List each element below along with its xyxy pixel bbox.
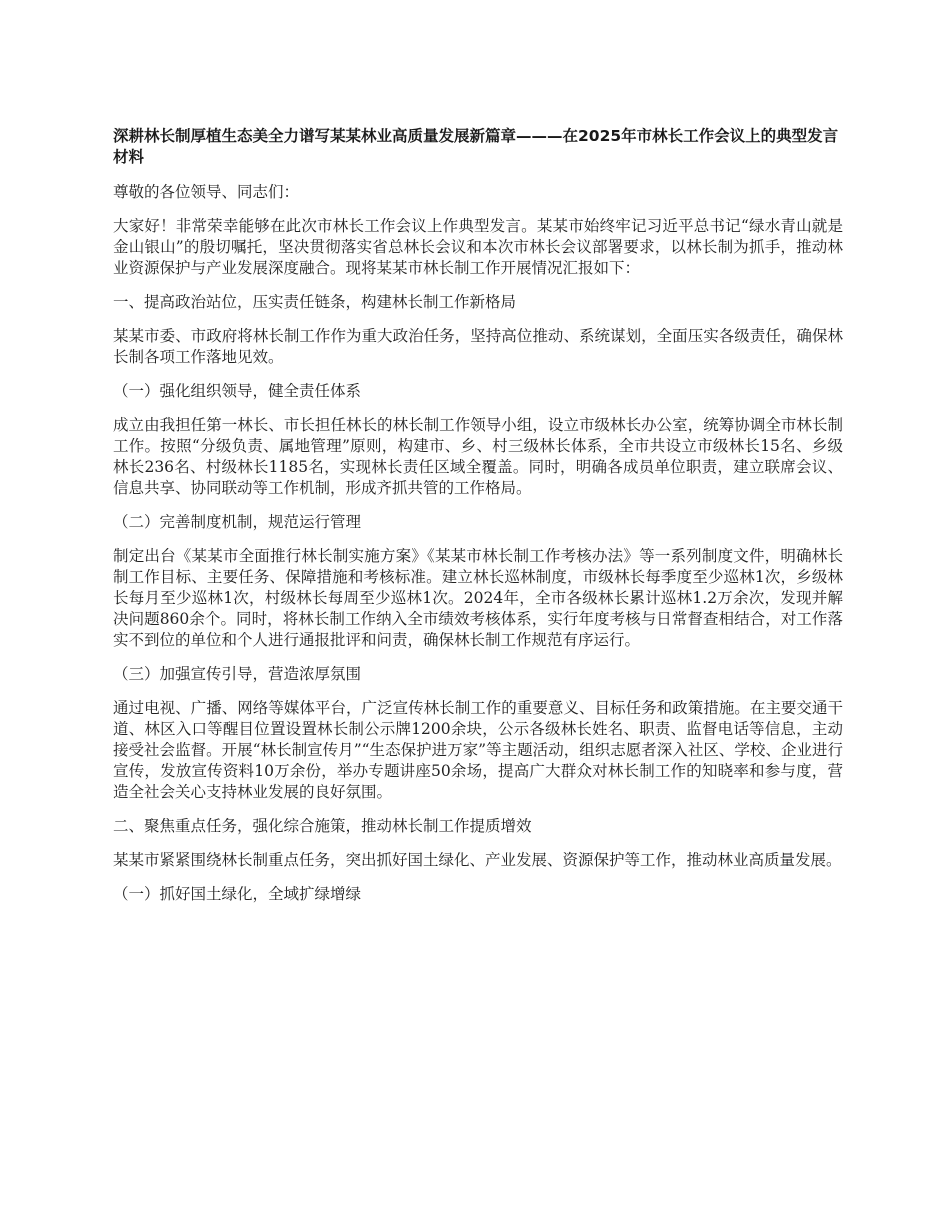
subsection-heading-2-1: （一）抓好国土绿化，全域扩绿增绿	[113, 885, 362, 903]
document-title: 深耕林长制厚植生态美全力谱写某某林业高质量发展新篇章———在2025年市林长工作会议上的典型发言材料	[113, 127, 839, 166]
subsection-1-1-paragraph: 成立由我担任第一林长、市长担任林长的林长制工作领导小组，设立市级林长办公室，统筹协调全市林长制工作。按照“分级负责、属地管理”原则，构建市、乡、村三级林长体系，全市共设立市级林长15名、乡级林长236名、村级林长1185名，实现林长责任区域全覆盖。同时，明确各成员单位职责，建立联席会议、信息共享、协同联动等工作机制，形成齐抓共管的工作格局。	[113, 416, 843, 497]
section-1-paragraph: 某某市委、市政府将林长制工作作为重大政治任务，坚持高位推动、系统谋划，全面压实各级责任，确保林长制各项工作落地见效。	[113, 327, 843, 366]
section-2-paragraph: 某某市紧紧围绕林长制重点任务，突出抓好国土绿化、产业发展、资源保护等工作，推动林业高质量发展。	[113, 851, 842, 869]
intro-paragraph: 大家好！非常荣幸能够在此次市林长工作会议上作典型发言。某某市始终牢记习近平总书记“绿水青山就是金山银山”的殷切嘱托，坚决贯彻落实省总林长会议和本次市林长会议部署要求，以林长制为抓手，推动林业资源保护与产业发展深度融合。现将某某市林长制工作开展情况汇报如下：	[113, 217, 843, 277]
subsection-heading-1-1: （一）强化组织领导，健全责任体系	[113, 382, 362, 400]
subsection-1-2-paragraph: 制定出台《某某市全面推行林长制实施方案》《某某市林长制工作考核办法》等一系列制度文件，明确林长制工作目标、主要任务、保障措施和考核标准。建立林长巡林制度，市级林长每季度至少巡林1次，乡级林长每月至少巡林1次，村级林长每周至少巡林1次。2024年，全市各级林长累计巡林1.2万余次，发现并解决问题860余个。同时，将林长制工作纳入全市绩效考核体系，实行年度考核与日常督查相结合，对工作落实不到位的单位和个人进行通报批评和问责，确保林长制工作规范有序运行。	[113, 547, 843, 649]
subsection-1-3-paragraph: 通过电视、广播、网络等媒体平台，广泛宣传林长制工作的重要意义、目标任务和政策措施。在主要交通干道、林区入口等醒目位置设置林长制公示牌1200余块，公示各级林长姓名、职责、监督电话等信息，主动接受社会监督。开展“林长制宣传月”“生态保护进万家”等主题活动，组织志愿者深入社区、学校、企业进行宣传，发放宣传资料10万余份，举办专题讲座50余场，提高广大群众对林长制工作的知晓率和参与度，营造全社会关心支持林业发展的良好氛围。	[113, 699, 843, 801]
subsection-heading-1-3: （三）加强宣传引导，营造浓厚氛围	[113, 665, 362, 683]
section-heading-2: 二、聚焦重点任务，强化综合施策，推动林长制工作提质增效	[113, 817, 532, 835]
document-page	[113, 126, 843, 918]
subsection-heading-1-2: （二）完善制度机制，规范运行管理	[113, 513, 362, 531]
section-heading-1: 一、提高政治站位，压实责任链条，构建林长制工作新格局	[113, 293, 517, 311]
greeting-paragraph: 尊敬的各位领导、同志们：	[113, 183, 300, 201]
